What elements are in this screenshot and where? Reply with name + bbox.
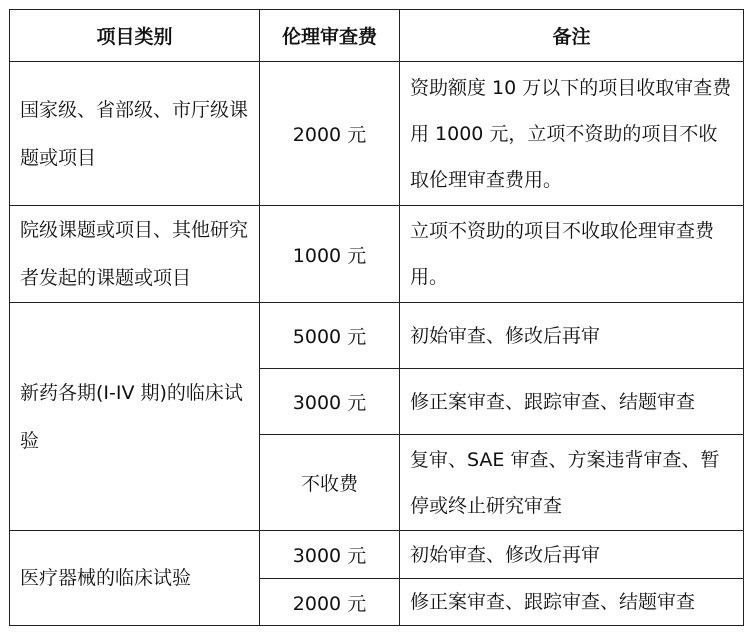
table-row bbox=[10, 206, 744, 303]
note-cell: 资助额度 10 万以下的项目收取审查费用 1000 元，立项不资助的项目不收取伦理审查费用。 bbox=[400, 62, 744, 206]
table-row bbox=[10, 303, 744, 369]
note-cell: 修正案审查、跟踪审查、结题审查 bbox=[400, 579, 744, 626]
fee-cell: 不收费 bbox=[260, 435, 400, 531]
header-note: 备注 bbox=[400, 10, 744, 62]
table-header-row bbox=[10, 10, 744, 62]
fee-cell: 1000 元 bbox=[260, 206, 400, 303]
fee-cell: 2000 元 bbox=[260, 579, 400, 626]
note-cell: 初始审查、修改后再审 bbox=[400, 303, 744, 369]
category-cell: 新药各期(I-IV 期)的临床试验 bbox=[10, 303, 260, 531]
table-row bbox=[10, 62, 744, 206]
note-cell: 修正案审查、跟踪审查、结题审查 bbox=[400, 369, 744, 435]
fee-table bbox=[9, 9, 744, 626]
note-cell: 初始审查、修改后再审 bbox=[400, 531, 744, 579]
fee-cell: 3000 元 bbox=[260, 531, 400, 579]
category-cell: 院级课题或项目、其他研究者发起的课题或项目 bbox=[10, 206, 260, 303]
header-fee: 伦理审查费 bbox=[260, 10, 400, 62]
note-cell: 立项不资助的项目不收取伦理审查费用。 bbox=[400, 206, 744, 303]
header-category: 项目类别 bbox=[10, 10, 260, 62]
fee-cell: 5000 元 bbox=[260, 303, 400, 369]
fee-cell: 3000 元 bbox=[260, 369, 400, 435]
category-cell: 医疗器械的临床试验 bbox=[10, 531, 260, 626]
fee-cell: 2000 元 bbox=[260, 62, 400, 206]
note-cell: 复审、SAE 审查、方案违背审查、暂停或终止研究审查 bbox=[400, 435, 744, 531]
category-cell: 国家级、省部级、市厅级课题或项目 bbox=[10, 62, 260, 206]
table-row bbox=[10, 531, 744, 579]
